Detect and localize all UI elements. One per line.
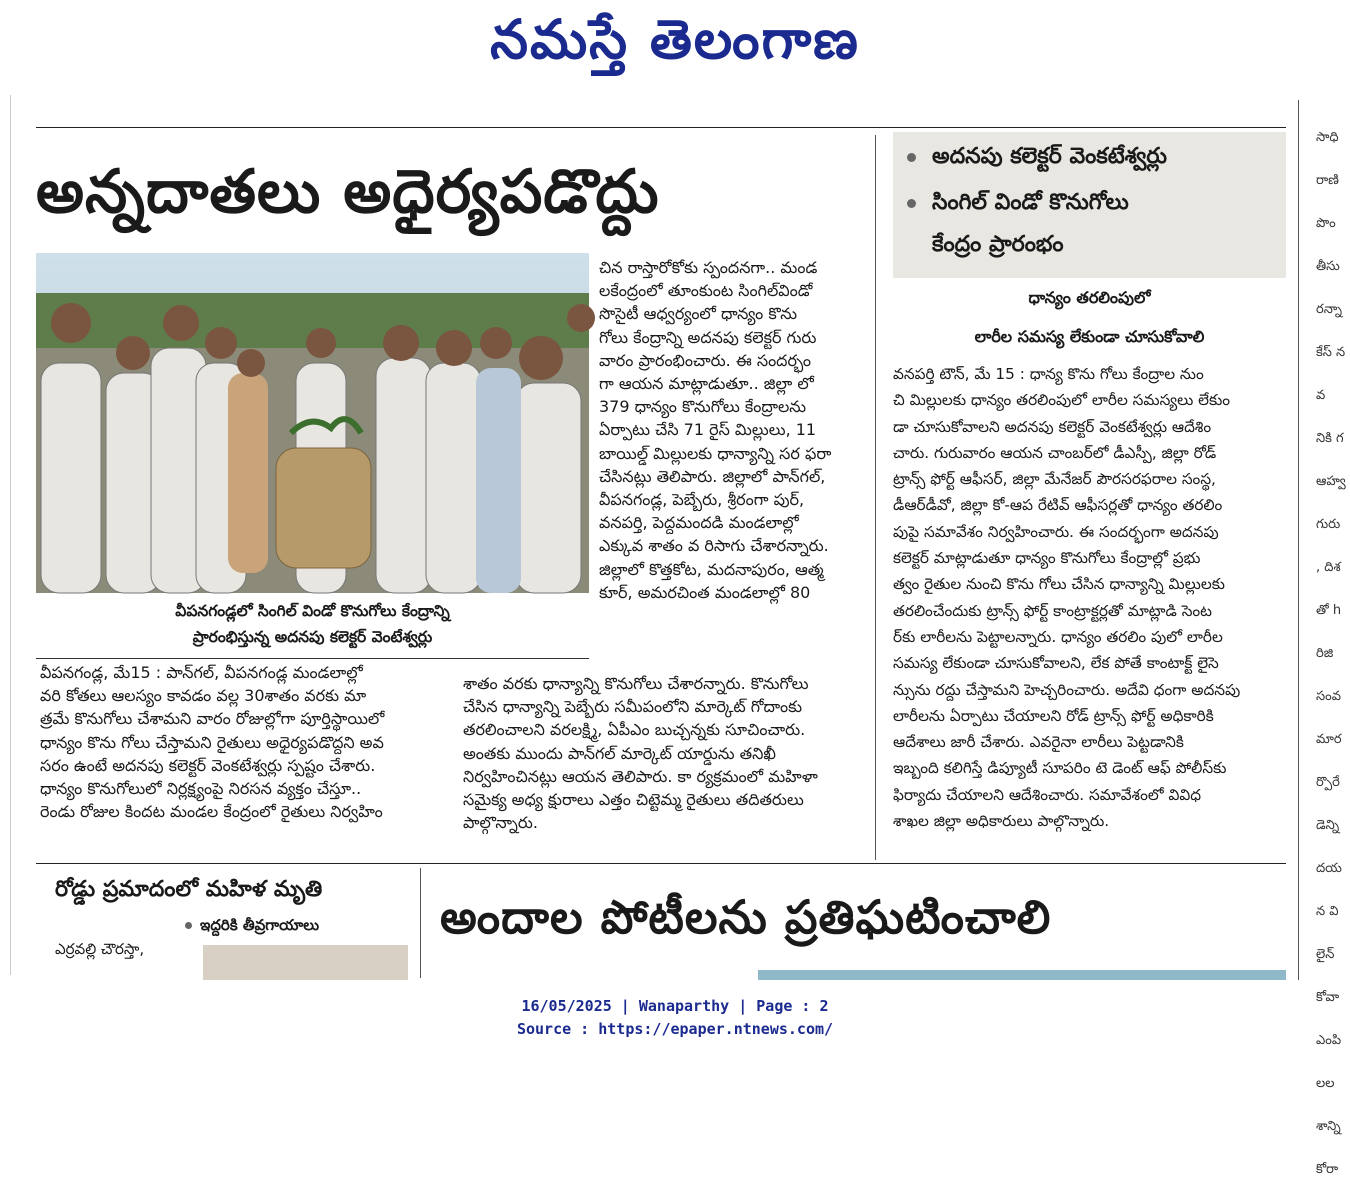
article-line: చేసినట్లు తెలిపారు. జిల్లాలో పాన్‌గల్,	[599, 466, 826, 486]
edge-text-fragment: లల	[1316, 1076, 1335, 1091]
article-line: వరి కోతలు ఆలస్యం కావడం వల్ల 30శాతం వరకు మా	[40, 686, 367, 706]
footer-date-edition: 16/05/2025 | Wanaparthy | Page : 2	[521, 997, 829, 1015]
footer-source: Source : https://epaper.ntnews.com/	[516, 1020, 834, 1038]
bottom-right-headline: అందాల పోటీలను ప్రతిఘటించాలి	[440, 890, 1052, 944]
article-line: వీపనగండ్ల, పెబ్బేరు, శ్రీరంగా పుర్,	[599, 490, 805, 510]
bottom-left-first-line: ఎర్రవల్లి చౌరస్తా,	[55, 940, 145, 958]
article-line: పుపై సమావేశం నిర్వహించారు. ఈ సందర్భంగా అదనపు	[893, 522, 1219, 541]
article-line: వనపర్తి, పెద్దమందడి మండలాల్లో	[599, 513, 799, 533]
bottom-divider	[420, 868, 421, 978]
bottom-left-photo	[203, 945, 408, 980]
edge-text-fragment: రాణి	[1316, 173, 1339, 188]
article-line: వీపనగండ్ల, మే15 : పాన్‌గల్, వీపనగండ్ల మండలాల్లో	[40, 663, 363, 682]
highlight-text-2: సింగిల్ విండో కొనుగోలు	[932, 190, 1129, 215]
main-story-column-bottom	[463, 672, 861, 842]
article-line: కూర్, అమరచింత మండలాల్లో 80	[599, 582, 811, 602]
column-divider	[875, 135, 876, 860]
cropped-text-strip	[36, 97, 1286, 119]
article-line: ట్రాన్స్ ఫోర్ట్ ఆఫీసర్, జిల్లా మేనేజర్ పౌరసరఫరాల సంస్థ,	[893, 470, 1216, 489]
edge-text-fragment: డెన్ని	[1316, 818, 1340, 833]
article-line: బాయిల్డ్ మిల్లులకు ధాన్యాన్ని సర ఫరా	[599, 443, 832, 463]
edge-text-fragment: కోరా	[1316, 1162, 1339, 1177]
bottom-left-headline: రోడ్డు ప్రమాదంలో మహిళ మృతి	[55, 877, 323, 902]
edge-text-fragment: లైన్	[1316, 947, 1335, 962]
article-line: న్సును రద్దు చేస్తామని హెచ్చరించారు. అదేవి ధంగా అదనపు	[893, 680, 1241, 699]
edge-text-fragment: పొం	[1316, 216, 1336, 231]
side-subhead-1: ధాన్యం తరలింపులో	[1028, 288, 1151, 307]
edge-text-fragment: శాన్ని	[1316, 1119, 1341, 1134]
article-line: తరలించాలని వరలక్ష్మి, ఏపీఎం బుచ్చన్నకు సూచించారు.	[463, 720, 806, 740]
article-line: 379 ధాన్యం కొనుగోలు కేంద్రాలను	[599, 397, 807, 417]
article-line: సొసైటీ ఆధ్వర్యంలో ధాన్యం కొను	[599, 304, 798, 324]
side-story-highlights	[893, 132, 1286, 278]
caption-line-2: ప్రారంభిస్తున్న అదనపు కలెక్టర్ వెంటేశ్వర్లు	[192, 628, 433, 646]
highlight-text-1: అదనపు కలెక్టర్ వెంకటేశ్వర్లు	[932, 144, 1168, 169]
article-line: రెండు రోజుల కిందట మండల కేంద్రంలో రైతులు నిర్వహిం	[40, 802, 383, 822]
edge-text-fragment: ర్పొరే	[1316, 775, 1340, 790]
article-line: వనపర్తి టౌన్, మే 15 : ధాన్య కొను గోలు కేంద్రాల నుం	[893, 365, 1204, 383]
edge-text-fragment: నికి గ	[1316, 431, 1344, 446]
article-line: ధాన్యం కొనుగోలులో నిర్లక్ష్యంపై నిరసన వ్యక్తం చేస్తూ..	[40, 779, 362, 799]
highlight-text-2b: కేంద్రం ప్రారంభం	[932, 232, 1064, 257]
article-line: సరం ఉంటే అదనపు కలెక్టర్ వెంకటేశ్వర్లు స్పష్టం చేశారు.	[40, 755, 376, 775]
caption-rule	[36, 658, 589, 659]
bullet-icon	[907, 153, 916, 162]
article-line: ఎక్కువ శాతం వ రిసాగు చేశారన్నారు.	[599, 536, 829, 556]
article-line: చేసిన ధాన్యాన్ని పెబ్బేరు సమీపంలోని మార్కెట్ గోదాంకు	[463, 697, 802, 717]
edge-text-fragment: రన్నా	[1316, 302, 1342, 317]
edge-text-fragment: సాధి	[1316, 130, 1339, 145]
article-line: చారు. గురువారం ఆయన చాంబర్‌లో డీఎస్పీ, జిల్లా రోడ్	[893, 443, 1217, 462]
edge-text-fragment: రిజి	[1316, 646, 1334, 661]
article-line: తరలించేందుకు ట్రాన్స్ ఫోర్ట్ కాంట్రాక్టర్లతో మాట్లాడి సెంట	[893, 601, 1212, 620]
top-rule	[36, 127, 1286, 128]
article-line: ఇబ్బంది కలిగిస్తే డిప్యూటీ సూపరిం టె డెంట్ ఆఫ్ పోలీస్‌కు	[893, 759, 1227, 778]
article-line: త్రమే కొనుగోలు చేశామని వారం రోజుల్లోగా పూర్తిస్థాయిలో	[40, 709, 385, 729]
article-line: త్వం రైతుల నుంచి కొను గోలు చేసిన ధాన్యాన్ని మిల్లులకు	[893, 575, 1225, 594]
bottom-left-subhead-text: ఇద్దరికి తీవ్రగాయాలు	[200, 916, 320, 934]
edge-text-fragment: ఆహ్వ	[1316, 474, 1346, 489]
section-rule	[36, 863, 1286, 864]
article-line: చి మిల్లులకు ధాన్యం తరలింపులో లారీల సమస్యలు లేకుం	[893, 391, 1231, 410]
main-headline: అన్నదాతలు అధైర్యపడొద్దు	[36, 157, 660, 227]
article-line: డా చూసుకోవాలని అదనపు కలెక్టర్ వెంకటేశ్వర్లు ఆదేశిం	[893, 417, 1212, 436]
right-edge-divider	[1298, 100, 1299, 980]
edge-text-fragment: గురు	[1316, 517, 1341, 532]
article-line: నిర్వహించినట్లు ఆయన తెలిపారు. కా ర్యక్రమంలో మహిళా	[463, 766, 818, 786]
photo-caption	[40, 598, 585, 650]
article-line: ఏర్పాటు చేసి 71 రైస్ మిల్లులు, 11	[599, 420, 817, 440]
article-line: ధాన్యం కొను గోలు చేస్తామని రైతులు అధైర్యపడొద్దని అవ	[40, 732, 384, 752]
edge-text-fragment: తీసు	[1316, 259, 1340, 274]
article-line: ర్‌కు లారీలను పెట్టాలన్నారు. ధాన్యం తరలిం పులో లారీల	[893, 627, 1223, 646]
bullet-icon	[185, 922, 192, 929]
main-story-column-middle	[599, 256, 861, 628]
masthead-title: నమస్తే తెలంగాణ	[490, 8, 860, 71]
article-line: అంతకు ముందు పాన్‌గల్ మార్కెట్ యార్డును తనిఖీ	[463, 743, 776, 763]
side-subhead-2: లారీల సమస్య లేకుండా చూసుకోవాలి	[974, 327, 1205, 346]
edge-text-fragment: ఎంపి	[1316, 1033, 1342, 1048]
edge-text-fragment: కోవా	[1316, 990, 1340, 1005]
edge-text-fragment: వ	[1316, 388, 1326, 403]
side-story-body	[893, 361, 1286, 841]
article-line: శాతం వరకు ధాన్యాన్ని కొనుగోలు చేశారన్నారు. కొనుగోలు	[463, 674, 809, 693]
article-line: కలెక్టర్ మాట్లాడుతూ ధాన్యం కొనుగోలు కేంద్రాల్లో ప్రభు	[893, 549, 1201, 568]
masthead	[0, 0, 1350, 90]
bottom-right-photo	[758, 970, 1286, 980]
article-line: చిన రాస్తారోకోకు స్పందనగా.. మండ	[599, 258, 818, 277]
article-line: డీఆర్‌డీవో, జిల్లా కో-ఆప రేటివ్ ఆఫీసర్లతో ధాన్యం తరలిం	[893, 496, 1223, 515]
article-line: జిల్లాలో కొత్తకోట, మదనాపురం, ఆత్మ	[599, 559, 824, 579]
caption-line-1: వీపనగండ్లలో సింగిల్ విండో కొనుగోలు కేంద్రాన్ని	[175, 602, 450, 620]
article-line: గోలు కేంద్రాన్ని అదనపు కలెక్టర్ గురు	[599, 327, 817, 347]
edge-text-fragment: మార	[1316, 732, 1342, 747]
page-footer	[0, 995, 1350, 1041]
edge-text-fragment: , దిశ	[1316, 560, 1341, 575]
edge-text-fragment: దయ	[1316, 861, 1342, 876]
article-line: ఆదేశాలు జారీ చేశారు. ఎవరైనా లారీలు పెట్టడానికి	[893, 733, 1184, 752]
article-line: లకేంద్రంలో తూంకుంట సింగిల్‌విండో	[599, 281, 813, 301]
edge-text-fragment: కేస్ న	[1316, 345, 1346, 360]
article-line: ఫిర్యాదు చేయాలని ఆదేశించారు. సమావేశంలో వివిధ	[893, 785, 1201, 804]
highlight-item-2-continued	[932, 232, 1064, 262]
article-line: సమస్య లేకుండా చూసుకోవాలని, లేక పోతే కాంటాక్ట్ లైసె	[893, 654, 1219, 673]
right-edge-column	[1316, 110, 1350, 1177]
article-line: సమైక్య అధ్య క్షురాలు ఎత్తం చిట్టెమ్మ రైతులు తదితరులు	[463, 790, 804, 810]
highlight-item-2	[907, 190, 1129, 220]
photo-illustration	[36, 253, 589, 593]
article-line: గా ఆయన మాట్లాడుతూ.. జిల్లా లో	[599, 374, 814, 394]
news-photo	[36, 253, 589, 593]
article-line: వారం ప్రారంభించారు. ఈ సందర్భం	[599, 350, 811, 370]
bullet-icon	[907, 199, 916, 208]
article-line: పాల్గొన్నారు.	[463, 813, 538, 833]
edge-text-fragment: సంవ	[1316, 689, 1341, 704]
left-edge-strip	[0, 95, 11, 975]
edge-text-fragment: తో h	[1316, 603, 1342, 618]
main-story-column-left	[40, 661, 435, 831]
article-line: శాఖల జిల్లా అధికారులు పాల్గొన్నారు.	[893, 812, 1110, 831]
edge-text-fragment: న వి	[1316, 904, 1339, 919]
bottom-left-subhead	[185, 916, 319, 938]
article-line: లారీలను ఏర్పాటు చేయాలని రోడ్ ట్రాన్స్ ఫోర్ట్ అధికారికి	[893, 706, 1214, 725]
highlight-item-1	[907, 144, 1167, 174]
